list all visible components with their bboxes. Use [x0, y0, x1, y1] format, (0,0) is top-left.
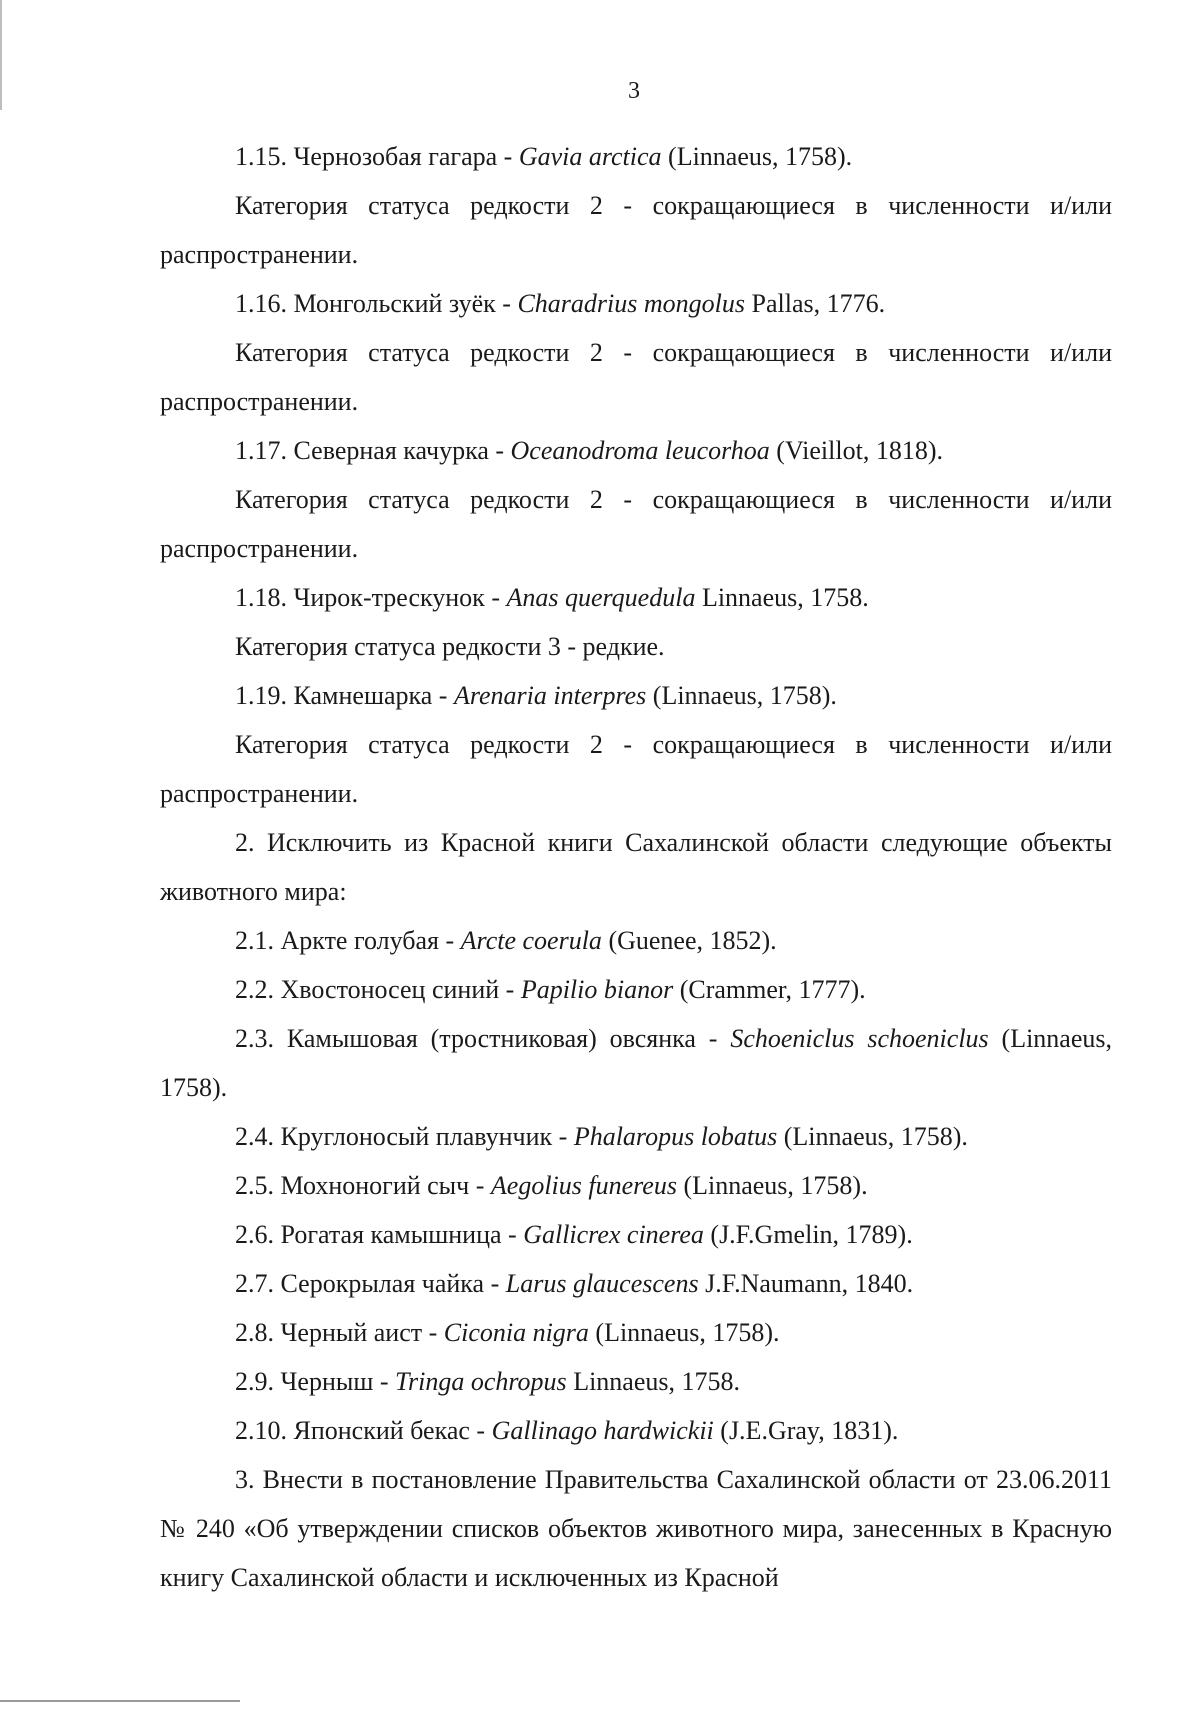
- species-entry: 2.2. Хвостоносец синий - Papilio bianor (Crammer, 1777).: [235, 975, 866, 1004]
- rarity-category: Категория статуса редкости 3 - редкие.: [235, 632, 665, 661]
- scan-bottom-line: [0, 1700, 240, 1702]
- species-entry: 2.9. Черныш - Tringa ochropus Linnaeus, 1758.: [235, 1367, 740, 1396]
- page-number: 3: [628, 78, 640, 104]
- species-entry: 2.1. Аркте голубая - Arcte coerula (Guenee, 1852).: [235, 926, 777, 955]
- rarity-category: Категория статуса редкости 2 - сокращающиеся в численности и/или распространении.: [160, 191, 1112, 269]
- species-entry: 1.15. Чернозобая гагара - Gavia arctica (Linnaeus, 1758).: [235, 142, 853, 171]
- rarity-category: Категория статуса редкости 2 - сокращающиеся в численности и/или распространении.: [160, 730, 1112, 808]
- document-body: [160, 132, 1112, 1602]
- species-entry: 1.19. Камнешарка - Arenaria interpres (Linnaeus, 1758).: [235, 681, 837, 710]
- species-entry: 1.18. Чирок-трескунок - Anas querquedula Linnaeus, 1758.: [235, 583, 869, 612]
- species-entry: 2.5. Мохноногий сыч - Aegolius funereus (Linnaeus, 1758).: [235, 1171, 868, 1200]
- species-entry: 1.17. Северная качурка - Oceanodroma leucorhoa (Vieillot, 1818).: [235, 436, 943, 465]
- species-entry: 2.7. Серокрылая чайка - Larus glaucescens J.F.Naumann, 1840.: [235, 1269, 914, 1298]
- section-heading: 3. Внести в постановление Правительства Сахалинской области от 23.06.2011 № 240 «Об утверждении списков объектов животного мира, занесенных в Красную книгу Сахалинской области и исключенных из Красной: [160, 1465, 1112, 1592]
- species-entry: 2.4. Круглоносый плавунчик - Phalaropus lobatus (Linnaeus, 1758).: [235, 1122, 968, 1151]
- species-entry: 2.8. Черный аист - Ciconia nigra (Linnaeus, 1758).: [235, 1318, 780, 1347]
- species-entry: 2.10. Японский бекас - Gallinago hardwickii (J.E.Gray, 1831).: [235, 1416, 899, 1445]
- section-heading: 2. Исключить из Красной книги Сахалинской области следующие объекты животного мира:: [160, 828, 1112, 906]
- species-entry: 2.6. Рогатая камышница - Gallicrex cinerea (J.F.Gmelin, 1789).: [235, 1220, 913, 1249]
- rarity-category: Категория статуса редкости 2 - сокращающиеся в численности и/или распространении.: [160, 485, 1112, 563]
- species-entry: 1.16. Монгольский зуёк - Charadrius mongolus Pallas, 1776.: [235, 289, 886, 318]
- rarity-category: Категория статуса редкости 2 - сокращающиеся в численности и/или распространении.: [160, 338, 1112, 416]
- species-entry: 2.3. Камышовая (тростниковая) овсянка - Schoeniclus schoeniclus (Linnaeus, 1758).: [160, 1024, 1112, 1102]
